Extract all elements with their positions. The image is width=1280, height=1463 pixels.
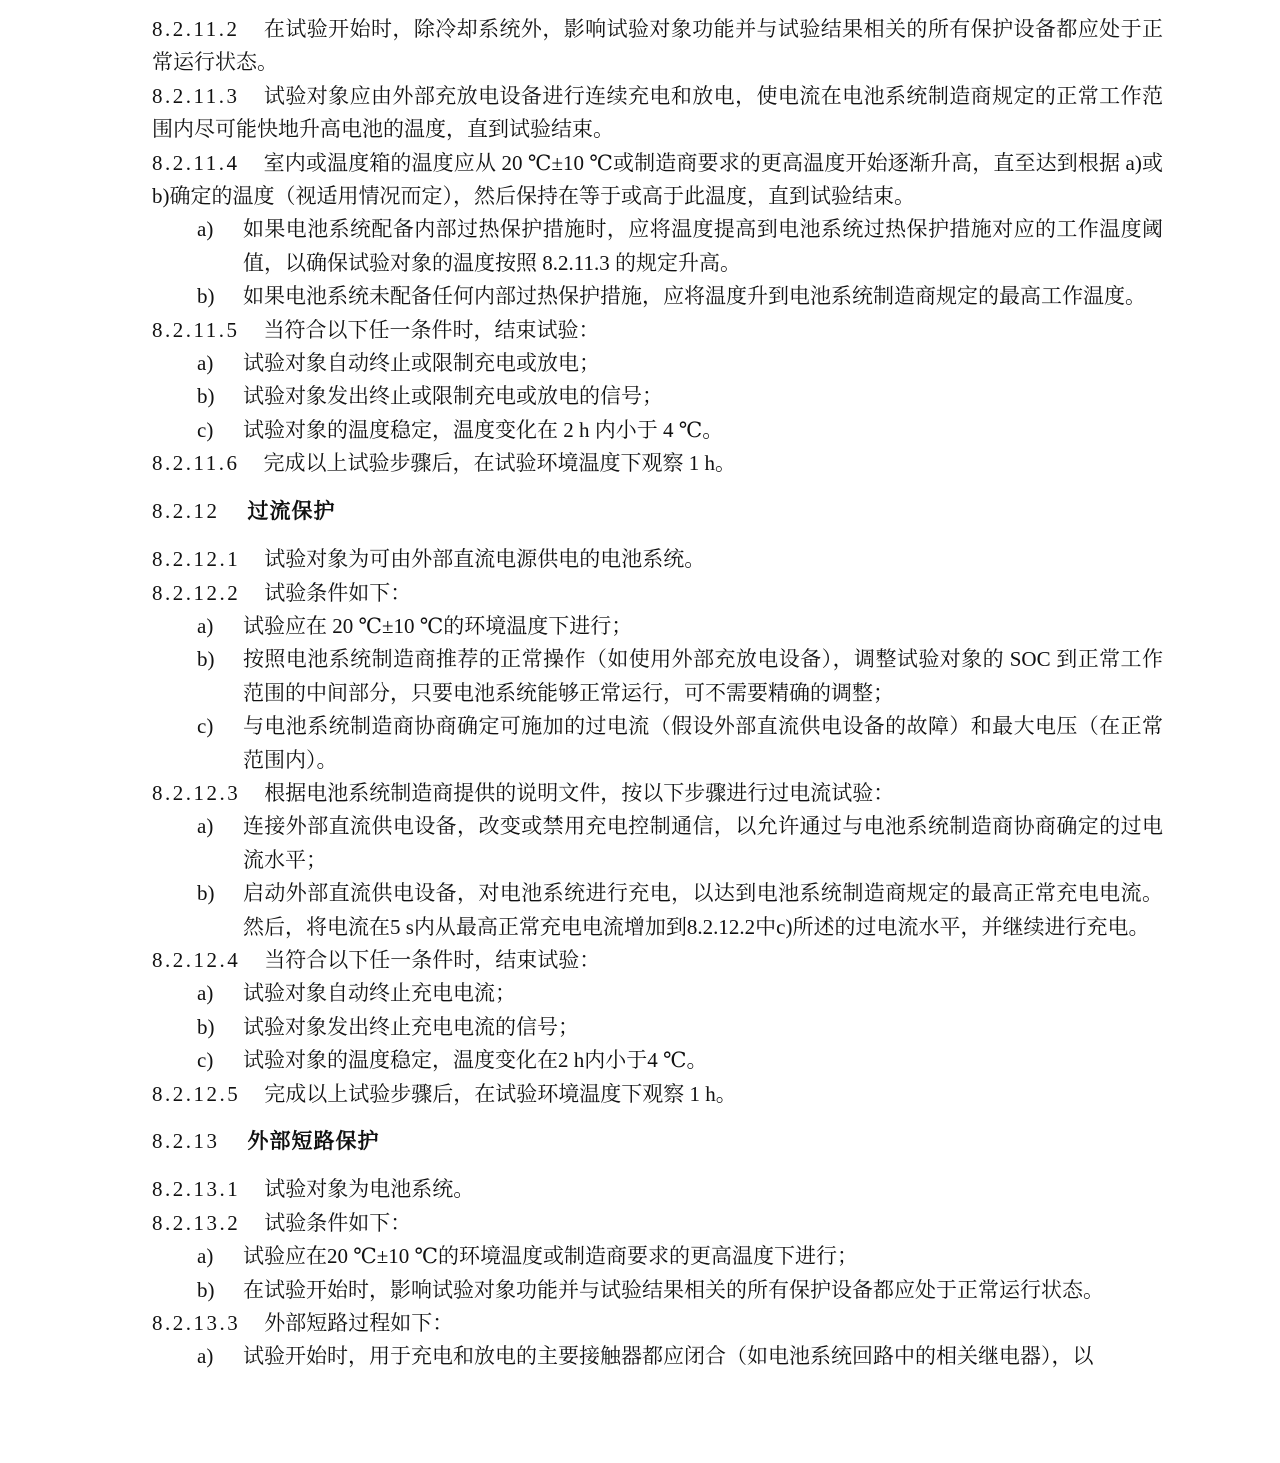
- clause-text: 试验对象应由外部充放电设备进行连续充电和放电，使电流在电池系统制造商规定的正常工作范围内尽可能快地升高电池的温度，直到试验结束。: [152, 83, 1163, 142]
- clause-paragraph: [152, 80, 1163, 147]
- list-item-text: 如果电池系统未配备任何内部过热保护措施，应将温度升到电池系统制造商规定的最高工作温度。: [243, 284, 1146, 309]
- clause-text: 试验条件如下：: [264, 580, 412, 605]
- list-item-label: a): [197, 613, 214, 638]
- section-heading: [152, 1125, 1163, 1158]
- list-item-label: a): [197, 1244, 214, 1269]
- section-number: 8.2.13: [152, 1129, 220, 1153]
- list-item: [197, 977, 1163, 1010]
- list-item: [197, 380, 1163, 413]
- list-item-label: a): [197, 351, 214, 376]
- clause-paragraph: [152, 1207, 1163, 1240]
- list-item-text: 如果电池系统配备内部过热保护措施时，应将温度提高到电池系统过热保护措施对应的工作温度阈值，以确保试验对象的温度按照 8.2.11.3 的规定升高。: [243, 217, 1163, 275]
- section-number: 8.2.12: [152, 498, 220, 523]
- clause-number: 8.2.11.2: [152, 17, 240, 41]
- clause-number: 8.2.11.5: [152, 317, 240, 342]
- list-item: [197, 610, 1163, 643]
- clause-text: 当符合以下任一条件时，结束试验：: [264, 947, 601, 972]
- list-item-text: 试验对象的温度稳定，温度变化在 2 h 内小于 4 ℃。: [243, 417, 724, 442]
- list-item-text: 按照电池系统制造商推荐的正常操作（如使用外部充放电设备），调整试验对象的 SOC 到正常工作范围的中间部分，只要电池系统能够正常运行，可不需要精确的调整；: [243, 647, 1163, 705]
- clause-number: 8.2.13.2: [152, 1210, 241, 1235]
- list-item-text: 试验应在 20 ℃±10 ℃的环境温度下进行；: [243, 613, 633, 638]
- clause-number: 8.2.11.4: [152, 150, 240, 175]
- clause-number: 8.2.12.2: [152, 580, 241, 605]
- clause-paragraph: [152, 1173, 1163, 1206]
- clause-paragraph: [152, 944, 1163, 977]
- section-title: 过流保护: [247, 499, 336, 523]
- clause-text: 完成以上试验步骤后，在试验环境温度下观察 1 h。: [263, 451, 736, 476]
- list-item-text: 在试验开始时，影响试验对象功能并与试验结果相关的所有保护设备都应处于正常运行状态。: [243, 1277, 1104, 1302]
- list-item-text: 连接外部直流供电设备，改变或禁用充电控制通信，以允许通过与电池系统制造商协商确定的过电流水平；: [243, 814, 1163, 872]
- list-item: [197, 1011, 1163, 1044]
- list-item-text: 试验对象发出终止或限制充电或放电的信号；: [243, 384, 663, 409]
- list-item: [197, 213, 1163, 280]
- list-item: [197, 877, 1163, 944]
- clause-text: 试验对象为可由外部直流电源供电的电池系统。: [264, 547, 706, 572]
- clause-text: 试验条件如下：: [264, 1210, 412, 1235]
- list-item-text: 试验开始时，用于充电和放电的主要接触器都应闭合（如电池系统回路中的相关继电器），以: [243, 1344, 1094, 1369]
- list-item: [197, 1340, 1163, 1373]
- clause-text: 在试验开始时，除冷却系统外，影响试验对象功能并与试验结果相关的所有保护设备都应处于正常运行状态。: [152, 17, 1163, 75]
- list-item-text: 启动外部直流供电设备，对电池系统进行充电，以达到电池系统制造商规定的最高正常充电电流。然后，将电流在5 s内从最高正常充电电流增加到8.2.12.2中c)所述的过电流水平，并继续进行充电。: [243, 881, 1163, 939]
- clause-paragraph: [152, 147, 1163, 214]
- list-item: [197, 710, 1163, 777]
- clause-text: 试验对象为电池系统。: [264, 1177, 475, 1202]
- clause-paragraph: [152, 447, 1163, 480]
- clause-paragraph: [152, 1078, 1163, 1111]
- clause-number: 8.2.11.6: [152, 451, 240, 476]
- section-title: 外部短路保护: [247, 1130, 380, 1153]
- list-item-label: a): [197, 814, 214, 839]
- clause-number: 8.2.11.3: [152, 83, 240, 108]
- clause-text: 外部短路过程如下：: [264, 1311, 454, 1336]
- clause-paragraph: [152, 543, 1163, 576]
- section-heading: [152, 495, 1163, 528]
- list-item-text: 试验对象发出终止充电电流的信号；: [243, 1014, 579, 1039]
- list-item: [197, 280, 1163, 313]
- list-item: [197, 414, 1163, 447]
- list-item: [197, 1274, 1163, 1307]
- list-item: [197, 1240, 1163, 1273]
- clause-paragraph: [152, 777, 1163, 810]
- clause-paragraph: [152, 1307, 1163, 1340]
- list-item-label: a): [197, 981, 214, 1006]
- list-item-label: b): [197, 284, 215, 309]
- list-item-label: c): [197, 714, 214, 739]
- list-item-label: b): [197, 1277, 215, 1302]
- list-item: [197, 643, 1163, 710]
- list-item-text: 试验对象自动终止充电电流；: [243, 981, 516, 1006]
- list-item-label: b): [197, 881, 215, 906]
- clause-number: 8.2.13.1: [152, 1177, 241, 1202]
- clause-text: 根据电池系统制造商提供的说明文件，按以下步骤进行过电流试验：: [264, 780, 895, 805]
- clause-text: 当符合以下任一条件时，结束试验：: [263, 317, 600, 342]
- list-item-text: 与电池系统制造商协商确定可施加的过电流（假设外部直流供电设备的故障）和最大电压（在正常范围内）。: [243, 714, 1163, 772]
- list-item: [197, 347, 1163, 380]
- list-item-text: 试验对象的温度稳定，温度变化在2 h内小于4 ℃。: [243, 1048, 708, 1073]
- list-item: [197, 1044, 1163, 1077]
- clause-number: 8.2.12.1: [152, 547, 241, 572]
- list-item-text: 试验应在20 ℃±10 ℃的环境温度或制造商要求的更高温度下进行；: [243, 1244, 859, 1269]
- list-item-label: a): [197, 1344, 214, 1369]
- list-item: [197, 810, 1163, 877]
- list-item-text: 试验对象自动终止或限制充电或放电；: [243, 351, 600, 376]
- clause-text: 完成以上试验步骤后，在试验环境温度下观察 1 h。: [264, 1081, 737, 1106]
- list-item-label: b): [197, 1014, 215, 1039]
- clause-paragraph: [152, 314, 1163, 347]
- clause-paragraph: [152, 13, 1163, 80]
- list-item-label: a): [197, 217, 214, 242]
- clause-number: 8.2.12.5: [152, 1081, 241, 1106]
- clause-number: 8.2.12.4: [152, 947, 241, 972]
- clause-paragraph: [152, 577, 1163, 610]
- clause-number: 8.2.12.3: [152, 780, 241, 805]
- list-item-label: c): [197, 417, 214, 442]
- list-item-label: b): [197, 647, 215, 672]
- clause-text: 室内或温度箱的温度应从 20 ℃±10 ℃或制造商要求的更高温度开始逐渐升高，直至达到根据 a)或 b)确定的温度（视适用情况而定），然后保持在等于或高于此温度，直到试验结束。: [152, 150, 1163, 209]
- list-item-label: b): [197, 384, 215, 409]
- list-item-label: c): [197, 1048, 214, 1073]
- clause-number: 8.2.13.3: [152, 1311, 241, 1336]
